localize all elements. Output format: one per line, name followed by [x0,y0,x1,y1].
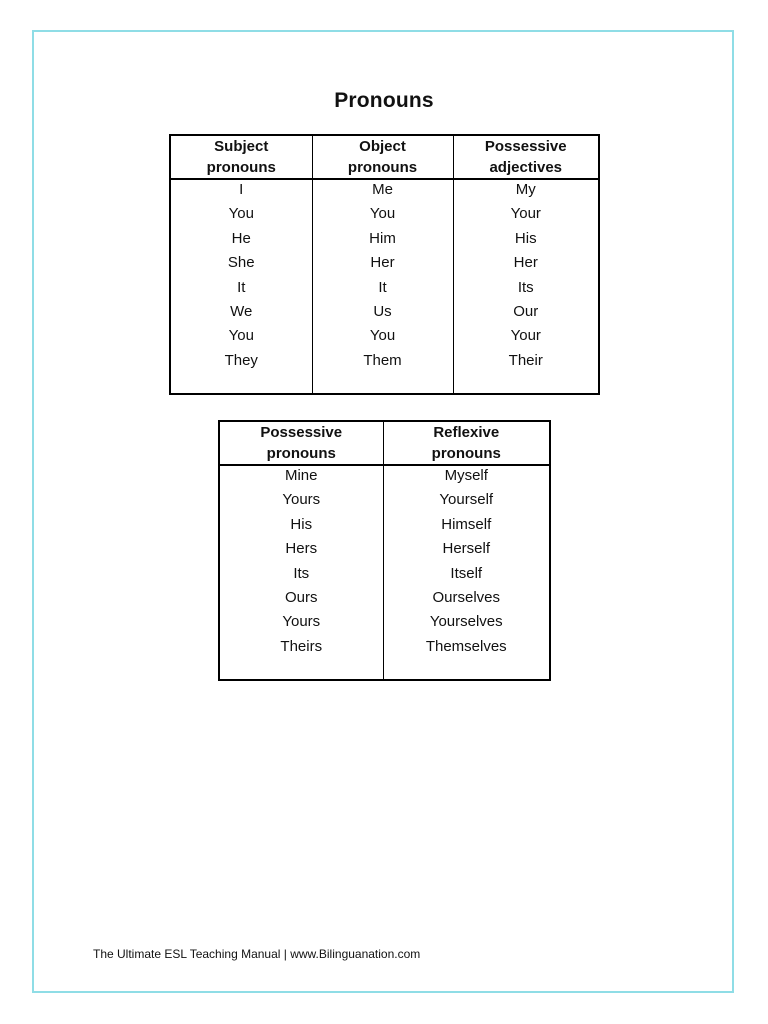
table-cell: Them [312,351,453,375]
table-row [219,490,550,514]
header-line: pronouns [347,159,418,176]
table-cell: Her [312,253,453,277]
header-line: Possessive [484,138,567,155]
table-cell: Hers [219,539,383,563]
table-row [170,179,599,204]
header-line: pronouns [266,445,336,462]
table-row [170,351,599,375]
table-row [219,588,550,612]
table-cell: It [312,278,453,302]
table-cell: Your [453,204,599,228]
table-row [219,539,550,563]
header-line: Possessive [260,424,343,441]
table-cell: Our [453,302,599,326]
table-cell-empty [170,375,312,394]
table-row [219,564,550,588]
column-header-subject-pronouns [170,135,312,179]
table-cell: You [170,204,312,228]
table-cell-empty [383,661,550,680]
table-cell: You [312,204,453,228]
table-cell: His [453,229,599,253]
page-footer: The Ultimate ESL Teaching Manual | www.Bilinguanation.com [93,947,421,961]
table-cell: Theirs [219,637,383,661]
table-cell: He [170,229,312,253]
table-cell: Yourself [383,490,550,514]
table-row [219,637,550,661]
table-cell: Yours [219,490,383,514]
column-header-reflexive-pronouns [383,421,550,465]
header-line: Subject [214,138,269,155]
table-row [170,278,599,302]
page-title: Pronouns [334,89,434,112]
table-cell: It [170,278,312,302]
table-cell: Me [312,179,453,204]
column-header-possessive-adjectives [453,135,599,179]
table-cell: They [170,351,312,375]
possessive-reflexive-table [218,420,551,681]
table-cell: Its [219,564,383,588]
table-row [170,204,599,228]
table-cell: She [170,253,312,277]
column-header-object-pronouns [312,135,453,179]
table-cell: You [170,326,312,350]
table-cell: We [170,302,312,326]
table-cell: Your [453,326,599,350]
table-cell: Us [312,302,453,326]
table-cell: Itself [383,564,550,588]
table-cell: Her [453,253,599,277]
table-cell: You [312,326,453,350]
table-row [219,515,550,539]
header-line: pronouns [431,445,501,462]
table-row [170,302,599,326]
table-cell-empty [453,375,599,394]
table-cell: I [170,179,312,204]
table-cell: Its [453,278,599,302]
table-row [170,326,599,350]
header-line: Reflexive [433,424,500,441]
table-cell: Himself [383,515,550,539]
table-cell: Mine [219,465,383,490]
table-cell: Ourselves [383,588,550,612]
column-header-possessive-pronouns [219,421,383,465]
table-cell: Herself [383,539,550,563]
pronouns-table [169,134,600,395]
table-cell: Myself [383,465,550,490]
table-cell: Yours [219,612,383,636]
table-cell-empty [219,661,383,680]
table-cell: Yourselves [383,612,550,636]
table-cell-empty [312,375,453,394]
header-line: Object [359,138,406,155]
table-cell: His [219,515,383,539]
table-row [219,612,550,636]
table-padding-row [219,661,550,680]
table-cell: Ours [219,588,383,612]
table-cell: Their [453,351,599,375]
table-header-row [170,135,599,179]
table-header-row [219,421,550,465]
table-padding-row [170,375,599,394]
table-row [170,253,599,277]
table-cell: Him [312,229,453,253]
table-row [170,229,599,253]
table-cell: My [453,179,599,204]
table-cell: Themselves [383,637,550,661]
table-row [219,465,550,490]
header-line: adjectives [489,159,563,176]
header-line: pronouns [206,159,276,176]
